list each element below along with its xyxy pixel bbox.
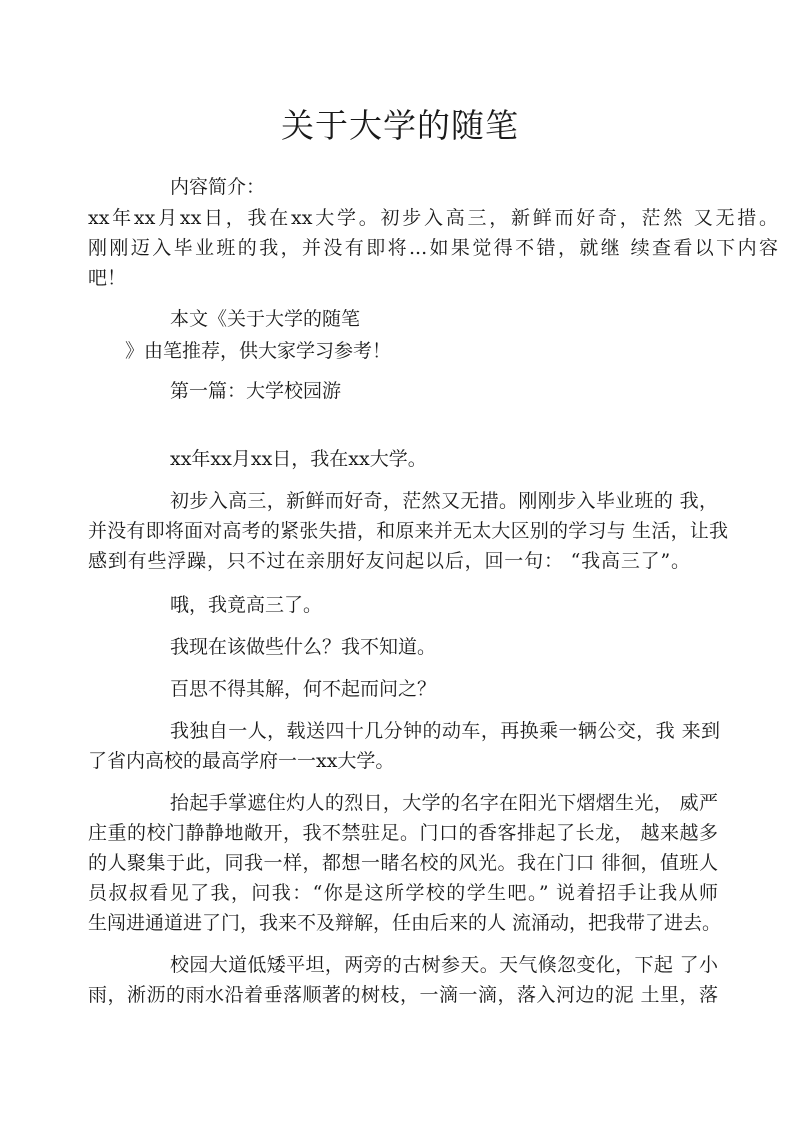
paragraph-1-line-1: xx年xx月xx日，我在xx大学。 [170,448,427,470]
paragraph-2-line-3: 感到有些浮躁，只不过在亲朋好友问起以后，回一句： “我高三了”。 [88,550,690,572]
paragraph-8-line-1: 校园大道低矮平坦，两旁的古树参天。天气倏忽变化，下起 了小 [170,954,718,976]
paragraph-7-line-5: 生闯进通道进了门，我来不及辩解，任由后来的人 流涌动，把我带了进去。 [88,912,722,934]
paragraph-7-line-3: 的人聚集于此，同我一样，都想一睹名校的风光。我在门口 徘徊，值班人 [88,852,718,874]
paragraph-8-line-2: 雨，淅沥的雨水沿着垂落顺著的树枝，一滴一滴，落入河边的泥 土里，落 [88,984,718,1006]
paragraph-2-line-2: 并没有即将面对高考的紧张失措，和原来并无太大区别的学习与 生活，让我 [88,520,728,542]
paragraph-3: 哦，我竟高三了。 [170,594,323,616]
intro-line-2: 刚刚迈入毕业班的我，并没有即将...如果觉得不错，就继 续查看以下内容 [88,237,778,259]
chapter-heading: 第一篇：大学校园游 [170,380,342,402]
paragraph-5: 百思不得其解，何不起而问之？ [170,678,437,700]
recommend-line-1: 本文《关于大学的随笔 [170,308,361,330]
intro-line-1: xx年xx月xx日，我在xx大学。初步入高三，新鲜而好奇，茫然 又无措。 [88,207,778,229]
paragraph-6-line-2: 了省内高校的最高学府一一xx大学。 [88,750,395,772]
intro-line-3: 吧！ [88,267,127,289]
paragraph-7-line-4: 员叔叔看见了我，问我：“你是这所学校的学生吧。” 说着招手让我从师 [88,882,718,904]
paragraph-2-line-1: 初步入高三，新鲜而好奇，茫然又无措。刚刚步入毕业班的 我， [170,490,718,512]
paragraph-6-line-1: 我独自一人，载送四十几分钟的动车，再换乘一辆公交，我 来到 [170,720,720,742]
paragraph-4: 我现在该做些什么？我不知道。 [170,636,437,658]
paragraph-7-line-2: 庄重的校门静静地敞开，我不禁驻足。门口的香客排起了长龙， 越来越多 [88,822,718,844]
recommend-line-2: 》由笔推荐，供大家学习参考！ [125,340,392,362]
document-title: 关于大学的随笔 [281,106,519,145]
paragraph-7-line-1: 抬起手掌遮住灼人的烈日，大学的名字在阳光下熠熠生光， 威严 [170,792,718,814]
intro-heading: 内容简介： [170,176,266,198]
